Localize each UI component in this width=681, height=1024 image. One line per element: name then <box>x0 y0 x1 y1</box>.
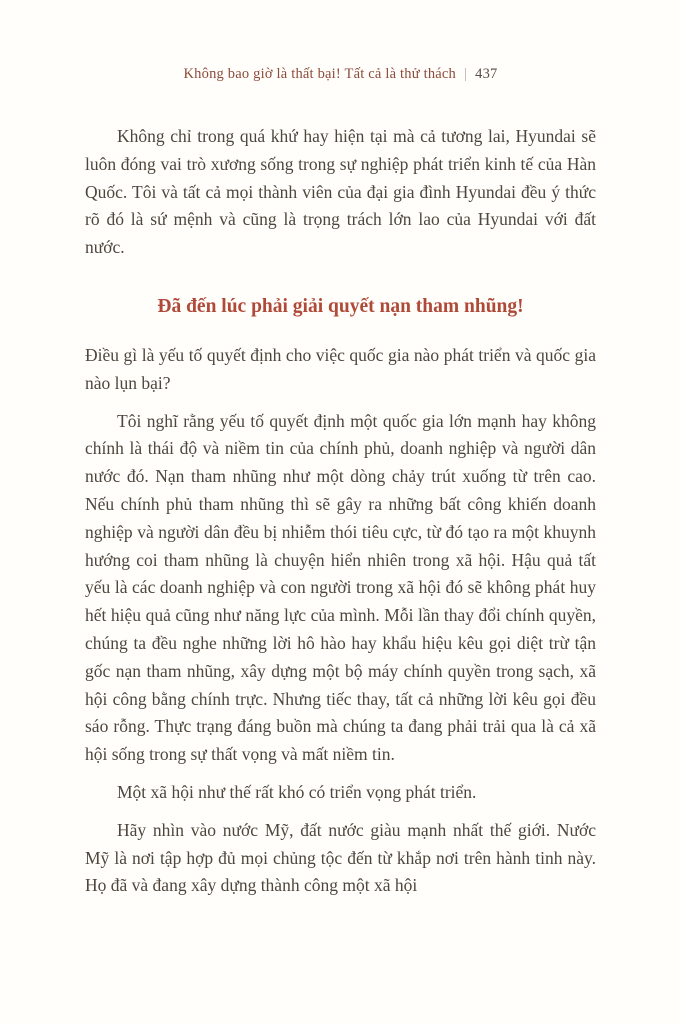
header-separator: | <box>464 66 468 82</box>
running-header <box>85 66 596 83</box>
running-header-title: Không bao giờ là thất bại! Tất cả là thử thách <box>183 66 457 82</box>
paragraph-intro: Không chỉ trong quá khứ hay hiện tại mà cả tương lai, Hyundai sẽ luôn đóng vai trò xương sống trong sự nghiệp phát triển kinh tế của Hàn Quốc. Tôi và tất cả mọi thành viên của đại gia đình Hyundai đều ý thức rõ đó là sứ mệnh và cũng là trọng trách lớn lao của Hyundai với đất nước. <box>85 126 596 258</box>
paragraph-usa: Hãy nhìn vào nước Mỹ, đất nước giàu mạnh nhất thế giới. Nước Mỹ là nơi tập hợp đủ mọi chủng tộc đến từ khắp nơi trên hành tinh này. Họ đã và đang xây dựng thành công một xã hội <box>85 819 596 896</box>
page-number: 437 <box>475 66 498 82</box>
section-heading: Đã đến lúc phải giải quyết nạn tham nhũng! <box>157 295 524 317</box>
paragraph-answer: Tôi nghĩ rằng yếu tố quyết định một quốc gia lớn mạnh hay không chính là thái độ và niềm tin của chính phủ, doanh nghiệp và người dân nước đó. Nạn tham nhũng như một dòng chảy trút xuống từ trên cao. Nếu chính phủ tham nhũng thì sẽ gây ra những bất công khiến doanh nghiệp và người dân đều bị nhiễm thói tiêu cực, từ đó tạo ra một khuynh hướng coi tham nhũng là chuyện hiển nhiên trong xã hội. Hậu quả tất yếu là các doanh nghiệp và con người trong xã hội đó sẽ không phát huy hết hiệu quả cũng như năng lực của mình. Mỗi lần thay đổi chính quyền, chúng ta đều nghe những lời hô hào hay khẩu hiệu kêu gọi diệt trừ tận gốc nạn tham nhũng, xây dựng một bộ máy chính quyền trong sạch, xã hội công bằng chính trực. Nhưng tiếc thay, tất cả những lời kêu gọi đều sáo rỗng. Thực trạng đáng buồn mà chúng ta đang phải trải qua là cả xã hội sống trong sự thất vọng và mất niềm tin. <box>85 410 596 765</box>
paragraph-short: Một xã hội như thế rất khó có triển vọng phát triển. <box>117 781 477 802</box>
paragraph-question: Điều gì là yếu tố quyết định cho việc quốc gia nào phát triển và quốc gia nào lụn bại? <box>85 344 596 393</box>
